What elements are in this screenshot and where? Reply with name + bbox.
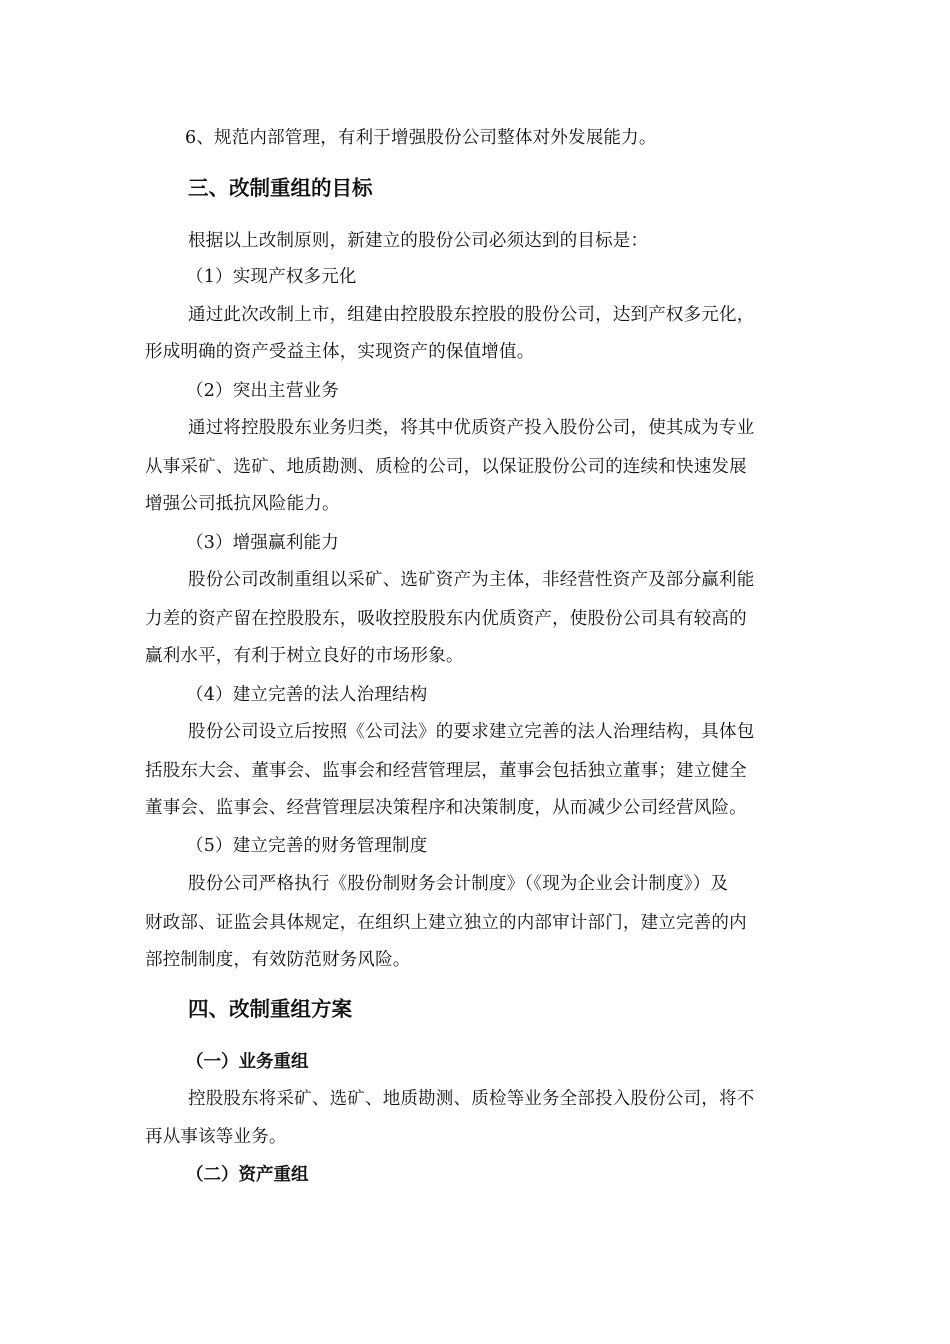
- section-4-sub-2-title: （二）资产重组: [186, 1165, 309, 1185]
- section-3-intro: 根据以上改制原则，新建立的股份公司必须达到的目标是：: [188, 231, 649, 251]
- goal-3-line-1: 股份公司改制重组以采矿、选矿资产为主体，非经营性资产及部分赢利能: [188, 570, 755, 590]
- goal-4-line-2: 括股东大会、董事会、监事会和经营管理层，董事会包括独立董事；建立健全: [145, 761, 747, 781]
- goal-3-title: （3）增强赢利能力: [186, 533, 339, 553]
- goal-5-title: （5）建立完善的财务管理制度: [186, 836, 428, 856]
- intro-item-6: 6、规范内部管理，有利于增强股份公司整体对外发展能力。: [185, 128, 657, 148]
- goal-4-title: （4）建立完善的法人治理结构: [186, 685, 428, 705]
- goal-1-title: （1）实现产权多元化: [186, 267, 357, 287]
- section-3-heading: 三、改制重组的目标: [188, 176, 373, 200]
- section-4-heading: 四、改制重组方案: [188, 997, 352, 1021]
- section-4-sub-1-title: （一）业务重组: [186, 1052, 309, 1072]
- goal-4-line-3: 董事会、监事会、经营管理层决策程序和决策制度，从而减少公司经营风险。: [145, 798, 747, 818]
- goal-5-line-2: 财政部、证监会具体规定，在组织上建立独立的内部审计部门，建立完善的内: [145, 913, 747, 933]
- goal-3-line-3: 赢利水平，有利于树立良好的市场形象。: [145, 646, 464, 666]
- goal-2-line-3: 增强公司抵抗风险能力。: [145, 494, 340, 514]
- section-4-sub-1-line-1: 控股股东将采矿、选矿、地质勘测、质检等业务全部投入股份公司，将不: [188, 1089, 755, 1109]
- goal-1-line-1: 通过此次改制上市，组建由控股股东控股的股份公司，达到产权多元化，: [188, 305, 755, 325]
- section-4-sub-1-line-2: 再从事该等业务。: [145, 1127, 287, 1147]
- goal-2-title: （2）突出主营业务: [186, 381, 339, 401]
- goal-2-line-1: 通过将控股股东业务归类，将其中优质资产投入股份公司，使其成为专业: [188, 418, 755, 438]
- goal-1-line-2: 形成明确的资产受益主体，实现资产的保值增值。: [145, 342, 535, 362]
- goal-4-line-1: 股份公司设立后按照《公司法》的要求建立完善的法人治理结构，具体包: [188, 722, 755, 742]
- goal-5-line-1: 股份公司严格执行《股份制财务会计制度》（《现为企业会计制度》）及: [188, 874, 729, 894]
- goal-3-line-2: 力差的资产留在控股股东，吸收控股股东内优质资产，使股份公司具有较高的: [145, 609, 747, 629]
- goal-5-line-3: 部控制制度，有效防范财务风险。: [145, 950, 411, 970]
- goal-2-line-2: 从事采矿、选矿、地质勘测、质检的公司，以保证股份公司的连续和快速发展: [145, 457, 747, 477]
